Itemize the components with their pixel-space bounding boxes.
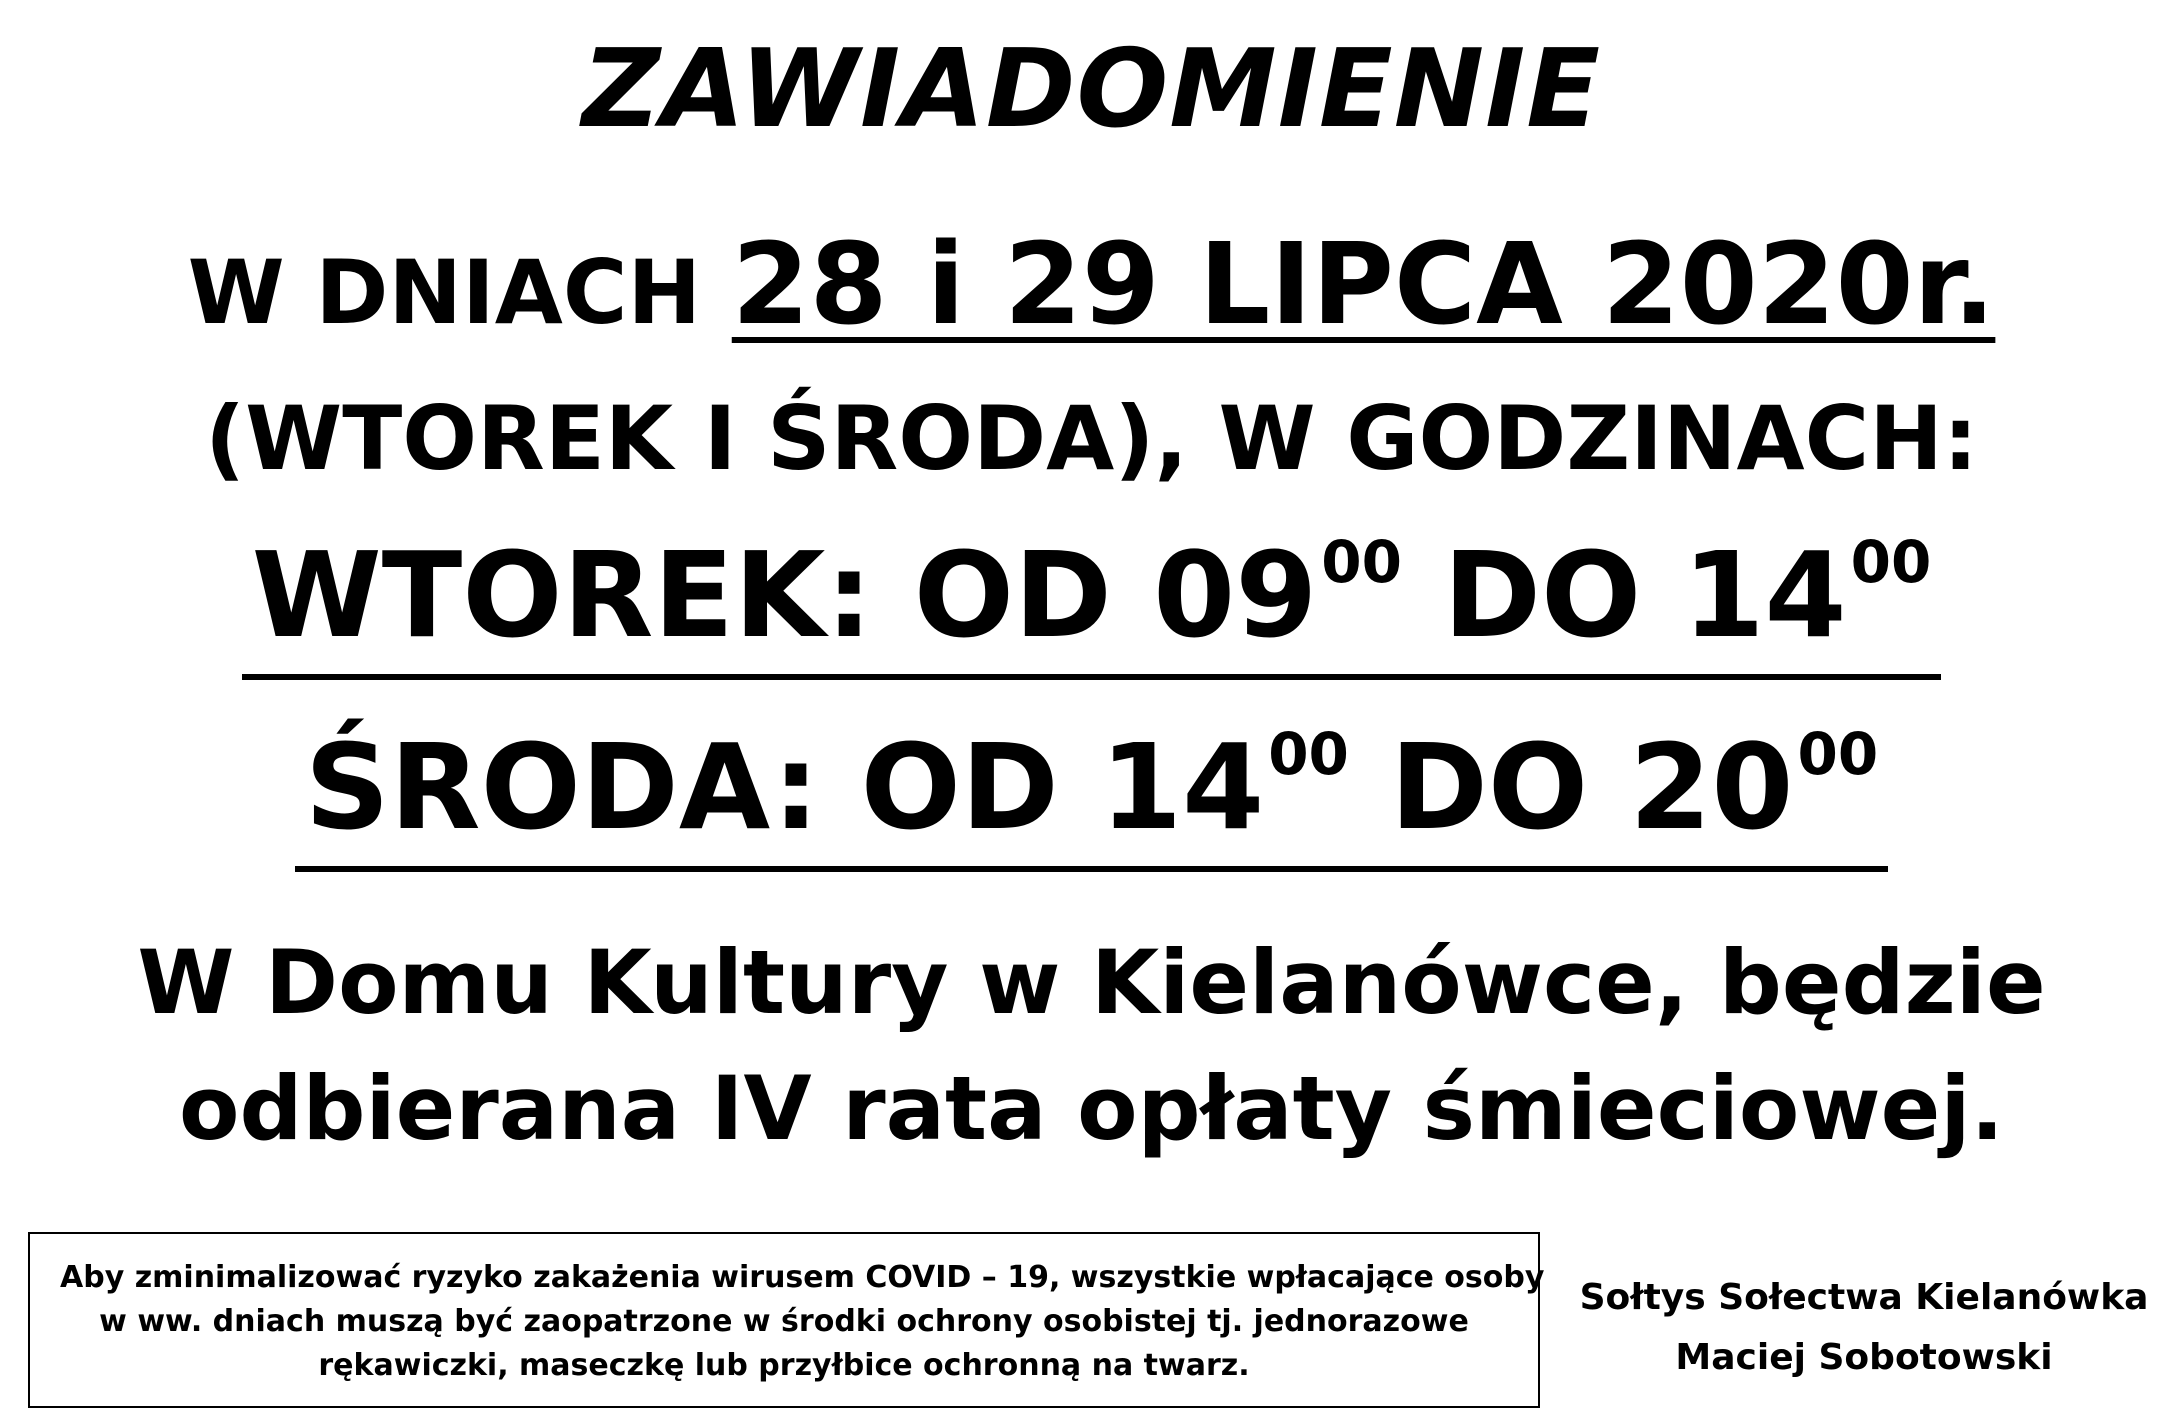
schedule-tuesday-end-minutes: 00 [1850, 528, 1932, 596]
schedule-tuesday-start-minutes: 00 [1321, 528, 1403, 596]
days-line: (WTOREK I ŚRODA), W GODZINACH: [204, 387, 1979, 490]
schedule-wednesday-start: ŚRODA: OD 14 [304, 718, 1265, 856]
notice-title: ZAWIADOMIENIE [581, 27, 1602, 152]
schedule-tuesday-end: DO 14 [1402, 526, 1847, 664]
dates-highlight: 28 i 29 LIPCA 2020r. [731, 220, 1996, 350]
schedule-tuesday [0, 520, 2183, 680]
schedule-wednesday-end-minutes: 00 [1797, 720, 1879, 788]
schedule-wednesday [0, 712, 2183, 872]
signature-block [1555, 1268, 2173, 1388]
covid-notice-box [28, 1232, 1545, 1408]
schedule-tuesday-text [242, 520, 1942, 680]
signature-name: Maciej Sobotowski [1675, 1337, 2053, 1378]
schedule-wednesday-end: DO 20 [1348, 718, 1794, 856]
dates-line [0, 220, 2183, 352]
venue-line-1: W Domu Kultury w Kielanówce, będzie [137, 931, 2046, 1034]
schedule-wednesday-text [295, 712, 1889, 872]
covid-notice-line-3: rękawiczki, maseczkę lub przyłbice ochronną na twarz. [318, 1348, 1250, 1383]
covid-notice-line-2: w ww. dniach muszą być zaopatrzone w środki ochrony osobistej tj. jednorazowe [99, 1304, 1469, 1339]
signature-role: Sołtys Sołectwa Kielanówka [1579, 1277, 2149, 1318]
covid-notice-line-1: Aby zminimalizować ryzyko zakażenia wirusem COVID – 19, wszystkie wpłacające osoby [60, 1260, 1545, 1295]
venue-line-2: odbierana IV rata opłaty śmieciowej. [179, 1057, 2004, 1160]
dates-prefix: W DNIACH [187, 241, 732, 344]
schedule-tuesday-start: WTOREK: OD 09 [251, 526, 1318, 664]
schedule-wednesday-start-minutes: 00 [1268, 720, 1349, 788]
